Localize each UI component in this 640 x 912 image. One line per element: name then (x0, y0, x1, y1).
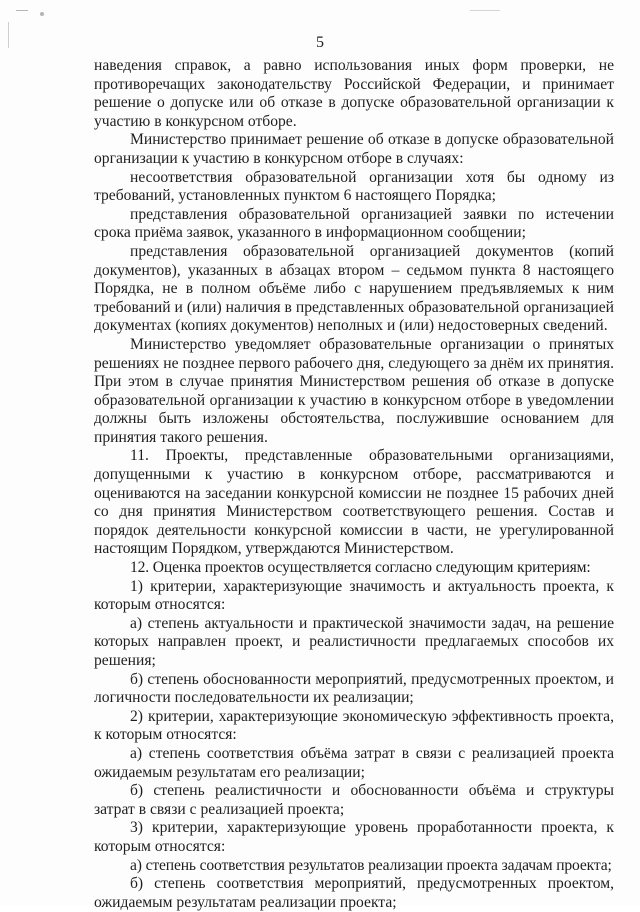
paragraph-refusal-case-1: несоответствия образовательной организации хотя бы одному из требований, установленных пунктом 6 настоящего Порядка; (94, 168, 614, 205)
paragraph-criteria-1: 1) критерии, характеризующие значимость и актуальность проекта, к которым относятся: (94, 577, 614, 614)
paragraph-notification: Министерство уведомляет образовательные организации о принятых решениях не позднее первого рабочего дня, следующего за днём их принятия. При этом в случае принятия Министерством решения об отказе в допуске образовательной организации к участию в конкурсном отборе в уведомлении должны быть изложены обстоятельства, послужившие основанием для принятия такого решения. (94, 335, 614, 446)
paragraph-refusal-intro: Министерство принимает решение об отказе в допуске образовательной организации к участию в конкурсном отборе в случаях: (94, 131, 614, 167)
document-body (94, 57, 614, 912)
paragraph-item-12: 12. Оценка проектов осуществляется согласно следующим критериям: (130, 559, 591, 577)
paragraph-criteria-3a: а) степень соответствия результатов реализации проекта задачам проекта; (130, 856, 612, 874)
page-number: 5 (316, 34, 324, 51)
paragraph-refusal-case-3: представления образовательной организацией документов (копий документов), указанных в абзацах втором – седьмом пункта 8 настоящего Порядка, не в полном объёме либо с нарушением предъявляемых к ним требований и (или) наличия в представленных образовательной организацией документах (копиях документов) неполных и (или) недостоверных сведений. (94, 242, 614, 335)
paragraph-criteria-3: 3) критерии, характеризующие уровень проработанности проекта, к которым относятся: (94, 819, 614, 855)
paragraph-criteria-1b: б) степень обоснованности мероприятий, предусмотренных проектом, и логичности последовательности их реализации; (94, 670, 614, 707)
paragraph-continuation: наведения справок, а равно использования иных форм проверки, не противоречащих законодательству Российской Федерации, и принимает решение о допуске или об отказе в допуске образовательной организации к участию в конкурсном отборе. (94, 57, 614, 130)
scan-artifact-top-right (470, 10, 500, 11)
paragraph-criteria-2: 2) критерии, характеризующие экономическую эффективность проекта, к которым относятся: (94, 707, 614, 744)
paragraph-item-11: 11. Проекты, представленные образовательными организациями, допущенными к участию в конкурсном отборе, рассматриваются и оцениваются на заседании конкурсной комиссии не позднее 15 рабочих дней со дня принятия Министерством соответствующего решения. Состав и порядок деятельности конкурсной комиссии в части, не урегулированной настоящим Порядком, утверждаются Министерством. (94, 447, 614, 558)
paragraph-criteria-2a: а) степень соответствия объёма затрат в связи с реализацией проекта ожидаемым результатам его реализации; (94, 744, 614, 781)
paragraph-criteria-1a: а) степень актуальности и практической значимости задач, на решение которых направлен проект, и реалистичности предлагаемых способов их решения; (94, 614, 614, 669)
scan-artifact-top-left (40, 12, 44, 16)
paragraph-refusal-case-2: представления образовательной организацией заявки по истечении срока приёма заявок, указанного в информационном сообщении; (94, 205, 614, 242)
paragraph-criteria-2b: б) степень реалистичности и обоснованности объёма и структуры затрат в связи с реализацией проекта; (94, 782, 614, 818)
paragraph-criteria-3b: б) степень соответствия мероприятий, предусмотренных проектом, ожидаемым результатам реализации проекта; (94, 875, 614, 911)
scan-artifact-top-line (16, 10, 28, 11)
